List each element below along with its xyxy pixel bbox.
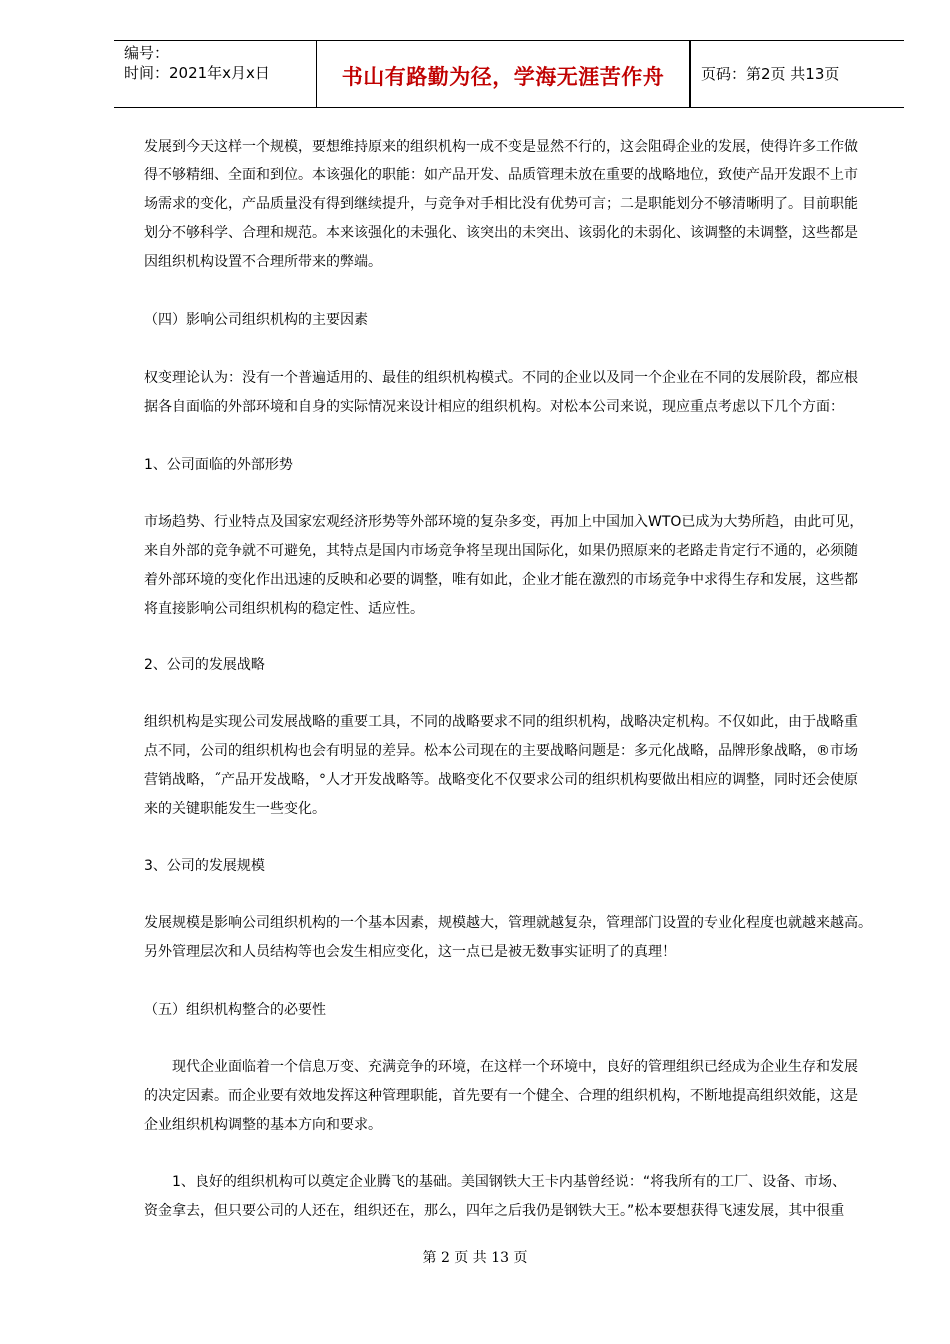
paragraph-line: 来自外部的竞争就不可避免，其特点是国内市场竞争将呈现出国际化，如果仍照原来的老路走肯定行不通的，必须随: [144, 543, 858, 559]
page-header: [114, 40, 904, 108]
subsection-heading: 3、公司的发展规模: [144, 858, 265, 874]
paragraph-line: 另外管理层次和人员结构等也会发生相应变化，这一点已是被无数事实证明了的真理！: [144, 944, 676, 960]
paragraph-line: 着外部环境的变化作出迅速的反映和必要的调整，唯有如此，企业才能在激烈的市场竞争中求得生存和发展，这些都: [144, 572, 858, 588]
document-time-label: 时间：2021年x月x日: [124, 64, 270, 82]
paragraph-line: 将直接影响公司组织机构的稳定性、适应性。: [144, 601, 424, 617]
document-number-label: 编号：: [124, 44, 170, 62]
paragraph-line: 因组织机构设置不合理所带来的弊端。: [144, 254, 382, 270]
page-footer: 第 2 页 共 13 页: [422, 1250, 528, 1266]
header-page-cell: [690, 41, 904, 107]
paragraph-line: 得不够精细、全面和到位。本该强化的职能：如产品开发、品质管理未放在重要的战略地位，致使产品开发跟不上市: [144, 167, 858, 183]
paragraph-line: 资金拿去，但只要公司的人还在，组织还在，那么，四年之后我仍是钢铁大王。”松本要想获得飞速发展，其中很重: [144, 1203, 845, 1219]
paragraph-line: 1、良好的组织机构可以奠定企业腾飞的基础。美国钢铁大王卡内基曾经说：“将我所有的工厂、设备、市场、: [172, 1174, 847, 1190]
paragraph-line: 来的关键职能发生一些变化。: [144, 801, 326, 817]
section-heading: （五）组织机构整合的必要性: [144, 1002, 326, 1018]
header-motto: 书山有路勤为径，学海无涯苦作舟: [341, 65, 665, 89]
header-info: [114, 41, 316, 107]
paragraph-line: 营销战略，˝产品开发战略，°人才开发战略等。战略变化不仅要求公司的组织机构要做出相应的调整，同时还会使原: [144, 772, 858, 788]
paragraph-line: 的决定因素。而企业要有效地发挥这种管理职能，首先要有一个健全、合理的组织机构，不断地提高组织效能，这是: [144, 1088, 858, 1104]
paragraph-line: 点不同，公司的组织机构也会有明显的差异。松本公司现在的主要战略问题是：多元化战略，品牌形象战略，®市场: [144, 743, 858, 759]
paragraph-line: 组织机构是实现公司发展战略的重要工具，不同的战略要求不同的组织机构，战略决定机构。不仅如此，由于战略重: [144, 714, 858, 730]
paragraph-line: 现代企业面临着一个信息万变、充满竞争的环境，在这样一个环境中，良好的管理组织已经成为企业生存和发展: [172, 1059, 858, 1075]
paragraph-line: 市场趋势、行业特点及国家宏观经济形势等外部环境的复杂多变，再加上中国加入WTO已成为大势所趋，由此可见，: [144, 514, 864, 530]
subsection-heading: 2、公司的发展战略: [144, 657, 265, 673]
subsection-heading: 1、公司面临的外部形势: [144, 457, 293, 473]
header-motto-cell: [316, 41, 690, 107]
section-heading: （四）影响公司组织机构的主要因素: [144, 312, 368, 328]
header-page-number: 页码：第2页 共13页: [701, 65, 840, 83]
paragraph-line: 划分不够科学、合理和规范。本来该强化的未强化、该突出的未突出、该弱化的未弱化、该调整的未调整，这些都是: [144, 225, 858, 241]
paragraph-line: 场需求的变化，产品质量没有得到继续提升，与竞争对手相比没有优势可言；二是职能划分不够清晰明了。目前职能: [144, 196, 858, 212]
paragraph-line: 发展到今天这样一个规模，要想维持原来的组织机构一成不变是显然不行的，这会阻碍企业的发展，使得许多工作做: [144, 139, 858, 155]
paragraph-line: 据各自面临的外部环境和自身的实际情况来设计相应的组织机构。对松本公司来说，现应重点考虑以下几个方面：: [144, 399, 844, 415]
paragraph-line: 发展规模是影响公司组织机构的一个基本因素，规模越大，管理就越复杂，管理部门设置的专业化程度也就越来越高。: [144, 915, 872, 931]
paragraph-line: 权变理论认为：没有一个普遍适用的、最佳的组织机构模式。不同的企业以及同一个企业在不同的发展阶段，都应根: [144, 370, 858, 386]
paragraph-line: 企业组织机构调整的基本方向和要求。: [144, 1117, 382, 1133]
